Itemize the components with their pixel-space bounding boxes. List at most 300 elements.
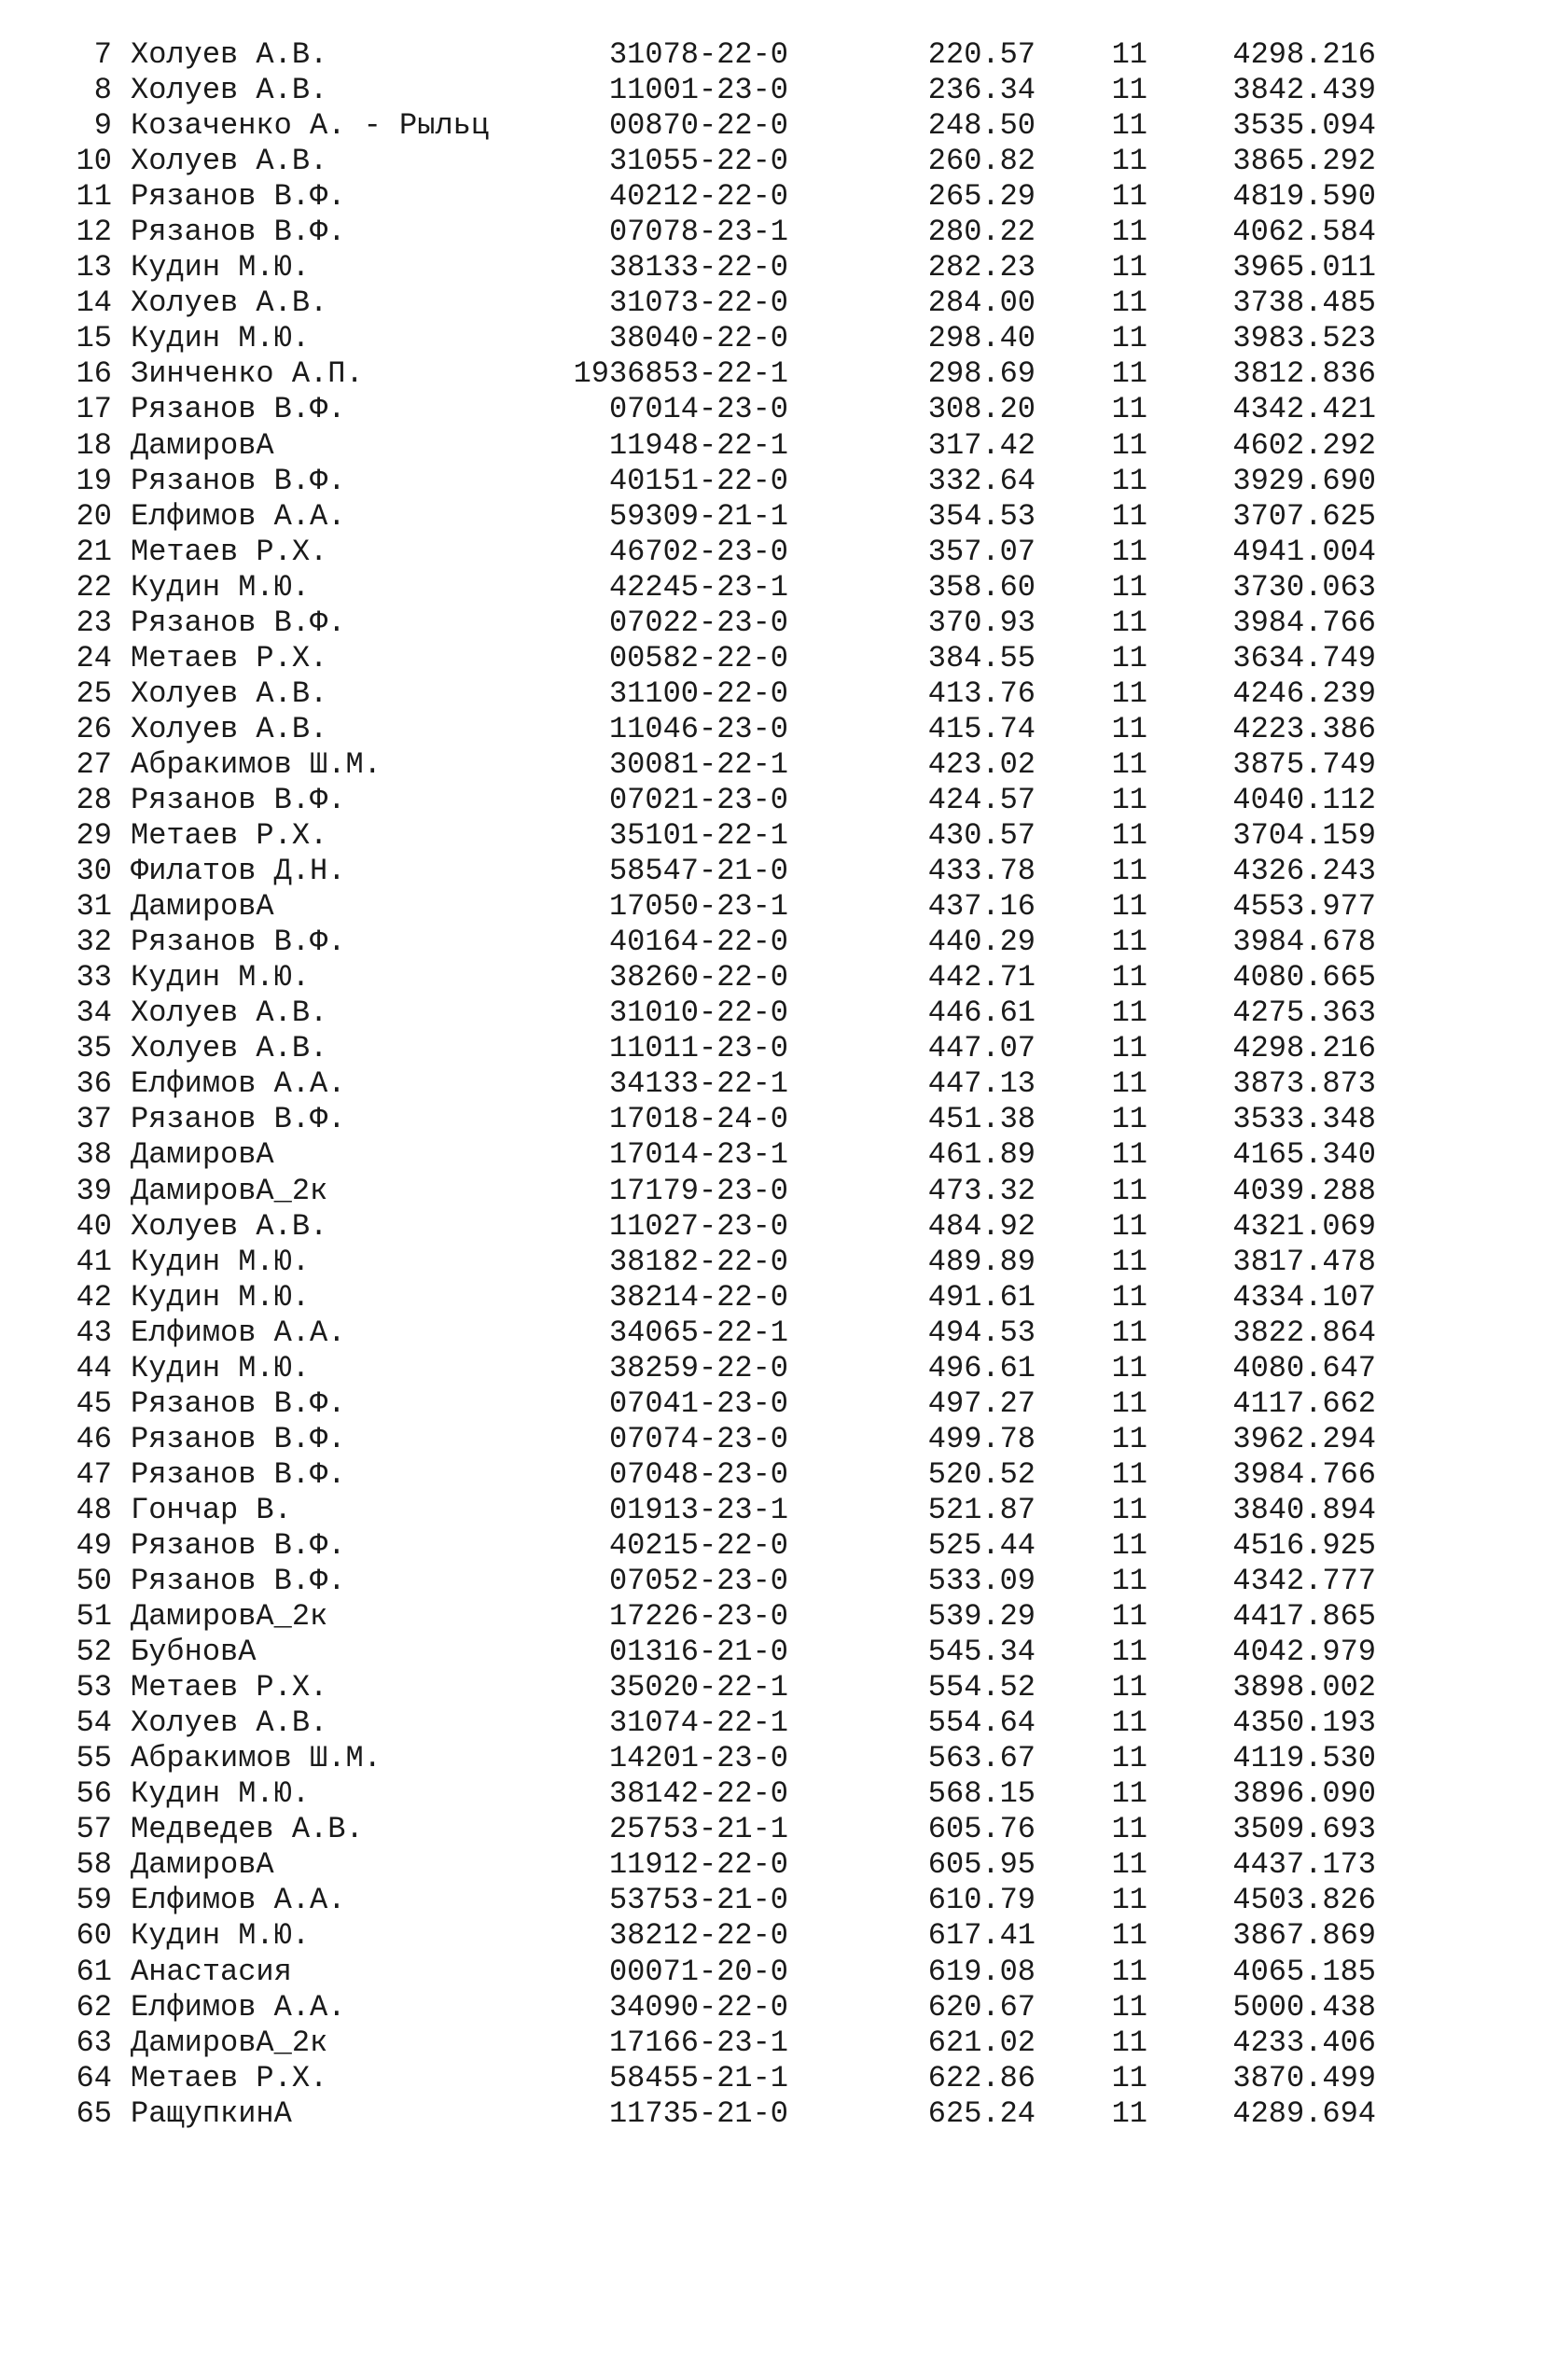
row-total: 3984.678 (1232, 925, 1376, 960)
table-row (0, 321, 1543, 356)
row-number: 33 (76, 960, 112, 995)
row-code: 07078-23-1 (608, 215, 788, 250)
row-count: 11 (1111, 463, 1147, 498)
row-total: 3983.523 (1232, 321, 1376, 356)
row-count: 11 (1111, 1456, 1147, 1492)
row-value: 282.23 (927, 250, 1036, 285)
row-count: 11 (1111, 534, 1147, 569)
row-count: 11 (1111, 1244, 1147, 1279)
row-count: 11 (1111, 995, 1147, 1031)
row-count: 11 (1111, 925, 1147, 960)
row-value: 220.57 (927, 37, 1036, 72)
row-name: Елфимов А.А. (131, 1989, 346, 2025)
row-value: 440.29 (927, 925, 1036, 960)
row-count: 11 (1111, 1173, 1147, 1208)
row-value: 461.89 (927, 1137, 1036, 1173)
row-number: 20 (76, 498, 112, 534)
row-value: 554.52 (927, 1670, 1036, 1705)
row-count: 11 (1111, 73, 1147, 108)
row-number: 35 (76, 1031, 112, 1066)
row-name: Медведев А.В. (131, 1812, 364, 1847)
table-row (0, 179, 1543, 215)
table-row (0, 499, 1543, 535)
row-number: 19 (76, 463, 112, 498)
row-total: 3870.499 (1232, 2060, 1376, 2095)
row-code: 38212-22-0 (608, 1918, 788, 1954)
row-code: 40212-22-0 (608, 179, 788, 215)
row-code: 35020-22-1 (608, 1670, 788, 1705)
row-total: 3509.693 (1232, 1812, 1376, 1847)
row-count: 11 (1111, 108, 1147, 144)
row-name: Абракимов Ш.М. (131, 746, 382, 782)
row-number: 64 (76, 2060, 112, 2095)
table-row (0, 2061, 1543, 2096)
table-row (0, 144, 1543, 179)
table-row (0, 1386, 1543, 1422)
row-count: 11 (1111, 1776, 1147, 1812)
row-value: 430.57 (927, 818, 1036, 854)
row-number: 31 (76, 889, 112, 925)
row-name: Холуев А.В. (131, 1208, 328, 1244)
row-total: 4326.243 (1232, 854, 1376, 889)
row-count: 11 (1111, 1066, 1147, 1102)
table-row (0, 37, 1543, 73)
row-number: 32 (76, 925, 112, 960)
row-number: 39 (76, 1173, 112, 1208)
row-code: 01913-23-1 (608, 1492, 788, 1527)
row-count: 11 (1111, 144, 1147, 179)
row-code: 34065-22-1 (608, 1315, 788, 1350)
row-number: 24 (76, 640, 112, 675)
row-value: 248.50 (927, 108, 1036, 144)
row-total: 3984.766 (1232, 605, 1376, 640)
table-row (0, 1883, 1543, 1918)
row-total: 4065.185 (1232, 1954, 1376, 1989)
row-name: Рязанов В.Ф. (131, 1385, 346, 1421)
row-name: Кудин М.Ю. (131, 1350, 311, 1385)
row-count: 11 (1111, 427, 1147, 463)
row-code: 38259-22-0 (608, 1350, 788, 1385)
row-name: Зинченко А.П. (131, 356, 364, 392)
row-count: 11 (1111, 605, 1147, 640)
row-name: Елфимов А.А. (131, 1066, 346, 1102)
row-count: 11 (1111, 1670, 1147, 1705)
row-total: 4289.694 (1232, 2095, 1376, 2131)
row-code: 17226-23-0 (608, 1599, 788, 1635)
row-name: Кудин М.Ю. (131, 321, 311, 356)
table-row (0, 712, 1543, 747)
row-total: 4080.665 (1232, 960, 1376, 995)
row-name: Рязанов В.Ф. (131, 1564, 346, 1599)
row-code: 11011-23-0 (608, 1031, 788, 1066)
row-value: 384.55 (927, 640, 1036, 675)
table-row (0, 1493, 1543, 1528)
table-row (0, 1351, 1543, 1386)
row-value: 437.16 (927, 889, 1036, 925)
row-code: 11948-22-1 (608, 427, 788, 463)
row-number: 17 (76, 392, 112, 427)
row-count: 11 (1111, 215, 1147, 250)
row-value: 533.09 (927, 1564, 1036, 1599)
table-row (0, 1918, 1543, 1954)
row-name: Кудин М.Ю. (131, 569, 311, 605)
row-total: 3865.292 (1232, 144, 1376, 179)
row-code: 53753-21-0 (608, 1883, 788, 1918)
row-number: 14 (76, 285, 112, 321)
row-total: 4080.647 (1232, 1350, 1376, 1385)
row-total: 3842.439 (1232, 73, 1376, 108)
row-total: 3822.864 (1232, 1315, 1376, 1350)
row-name: Филатов Д.Н. (131, 854, 346, 889)
row-value: 415.74 (927, 711, 1036, 746)
row-count: 11 (1111, 569, 1147, 605)
row-count: 11 (1111, 498, 1147, 534)
row-value: 499.78 (927, 1421, 1036, 1456)
table-row (0, 1245, 1543, 1280)
row-code: 07014-23-0 (608, 392, 788, 427)
table-row (0, 535, 1543, 570)
row-code: 38142-22-0 (608, 1776, 788, 1812)
table-row (0, 392, 1543, 427)
row-number: 23 (76, 605, 112, 640)
row-value: 489.89 (927, 1244, 1036, 1279)
row-value: 568.15 (927, 1776, 1036, 1812)
row-count: 11 (1111, 356, 1147, 392)
row-count: 11 (1111, 1918, 1147, 1954)
row-total: 3634.749 (1232, 640, 1376, 675)
row-code: 34133-22-1 (608, 1066, 788, 1102)
row-total: 4941.004 (1232, 534, 1376, 569)
row-value: 317.42 (927, 427, 1036, 463)
table-row (0, 854, 1543, 889)
row-count: 11 (1111, 818, 1147, 854)
row-number: 22 (76, 569, 112, 605)
row-code: 00071-20-0 (608, 1954, 788, 1989)
row-count: 11 (1111, 1564, 1147, 1599)
row-number: 46 (76, 1421, 112, 1456)
row-count: 11 (1111, 2025, 1147, 2060)
row-total: 4117.662 (1232, 1385, 1376, 1421)
row-name: Метаев Р.Х. (131, 2060, 328, 2095)
row-number: 13 (76, 250, 112, 285)
row-total: 3533.348 (1232, 1102, 1376, 1137)
row-code: 00582-22-0 (608, 640, 788, 675)
row-code: 58455-21-1 (608, 2060, 788, 2095)
row-code: 31078-22-0 (608, 37, 788, 72)
row-value: 491.61 (927, 1279, 1036, 1315)
row-count: 11 (1111, 1208, 1147, 1244)
row-value: 497.27 (927, 1385, 1036, 1421)
row-number: 60 (76, 1918, 112, 1954)
row-count: 11 (1111, 1315, 1147, 1350)
row-total: 4321.069 (1232, 1208, 1376, 1244)
row-number: 10 (76, 144, 112, 179)
table-row (0, 1599, 1543, 1635)
row-code: 40164-22-0 (608, 925, 788, 960)
row-number: 26 (76, 711, 112, 746)
row-value: 332.64 (927, 463, 1036, 498)
row-name: ДамировА (131, 1137, 274, 1173)
row-count: 11 (1111, 889, 1147, 925)
row-code: 11912-22-0 (608, 1847, 788, 1883)
row-code: 31010-22-0 (608, 995, 788, 1031)
table-row (0, 2025, 1543, 2061)
row-value: 521.87 (927, 1492, 1036, 1527)
row-code: 38133-22-0 (608, 250, 788, 285)
row-number: 11 (76, 179, 112, 215)
row-code: 07074-23-0 (608, 1421, 788, 1456)
row-value: 423.02 (927, 746, 1036, 782)
table-row (0, 1174, 1543, 1209)
row-total: 4298.216 (1232, 1031, 1376, 1066)
row-code: 31074-22-1 (608, 1705, 788, 1741)
row-total: 3707.625 (1232, 498, 1376, 534)
row-total: 4437.173 (1232, 1847, 1376, 1883)
row-number: 43 (76, 1315, 112, 1350)
row-name: Гончар В. (131, 1492, 292, 1527)
row-name: Холуев А.В. (131, 144, 328, 179)
row-number: 12 (76, 215, 112, 250)
row-code: 07021-23-0 (608, 782, 788, 817)
row-count: 11 (1111, 392, 1147, 427)
row-code: 42245-23-1 (608, 569, 788, 605)
row-code: 07048-23-0 (608, 1456, 788, 1492)
table-row (0, 605, 1543, 641)
row-number: 42 (76, 1279, 112, 1315)
table-row (0, 995, 1543, 1031)
table-row (0, 464, 1543, 499)
row-value: 484.92 (927, 1208, 1036, 1244)
row-number: 55 (76, 1741, 112, 1776)
row-count: 11 (1111, 1954, 1147, 1989)
row-number: 52 (76, 1635, 112, 1670)
row-count: 11 (1111, 179, 1147, 215)
row-total: 4062.584 (1232, 215, 1376, 250)
row-count: 11 (1111, 285, 1147, 321)
row-code: 58547-21-0 (608, 854, 788, 889)
row-total: 4233.406 (1232, 2025, 1376, 2060)
table-row (0, 1990, 1543, 2025)
row-total: 3817.478 (1232, 1244, 1376, 1279)
listing-table (0, 37, 1543, 2132)
row-name: ДамировА_2к (131, 1173, 328, 1208)
row-value: 621.02 (927, 2025, 1036, 2060)
row-name: Рязанов В.Ф. (131, 1102, 346, 1137)
row-name: Холуев А.В. (131, 995, 328, 1031)
row-value: 413.76 (927, 675, 1036, 711)
table-row (0, 1705, 1543, 1741)
row-code: 40151-22-0 (608, 463, 788, 498)
row-count: 11 (1111, 1989, 1147, 2025)
row-total: 4334.107 (1232, 1279, 1376, 1315)
row-name: Рязанов В.Ф. (131, 392, 346, 427)
row-name: Абракимов Ш.М. (131, 1741, 382, 1776)
row-value: 280.22 (927, 215, 1036, 250)
row-value: 496.61 (927, 1350, 1036, 1385)
row-value: 298.40 (927, 321, 1036, 356)
row-count: 11 (1111, 37, 1147, 72)
row-value: 494.53 (927, 1315, 1036, 1350)
row-number: 47 (76, 1456, 112, 1492)
table-row (0, 1066, 1543, 1102)
row-total: 5000.438 (1232, 1989, 1376, 2025)
row-number: 27 (76, 746, 112, 782)
row-number: 48 (76, 1492, 112, 1527)
row-value: 236.34 (927, 73, 1036, 108)
row-value: 625.24 (927, 2095, 1036, 2131)
row-total: 4298.216 (1232, 37, 1376, 72)
table-row (0, 1741, 1543, 1776)
row-value: 545.34 (927, 1635, 1036, 1670)
row-value: 284.00 (927, 285, 1036, 321)
row-number: 16 (76, 356, 112, 392)
row-count: 11 (1111, 250, 1147, 285)
row-count: 11 (1111, 1599, 1147, 1635)
row-value: 442.71 (927, 960, 1036, 995)
table-row (0, 818, 1543, 854)
row-code: 17166-23-1 (608, 2025, 788, 2060)
row-total: 3730.063 (1232, 569, 1376, 605)
row-total: 4275.363 (1232, 995, 1376, 1031)
row-code: 17014-23-1 (608, 1137, 788, 1173)
row-name: Рязанов В.Ф. (131, 1527, 346, 1563)
row-total: 4819.590 (1232, 179, 1376, 215)
row-name: ДамировА (131, 427, 274, 463)
row-value: 370.93 (927, 605, 1036, 640)
row-number: 7 (93, 37, 112, 72)
row-number: 57 (76, 1812, 112, 1847)
row-value: 354.53 (927, 498, 1036, 534)
row-name: Кудин М.Ю. (131, 960, 311, 995)
table-row (0, 1209, 1543, 1245)
row-name: Метаев Р.Х. (131, 818, 328, 854)
row-value: 520.52 (927, 1456, 1036, 1492)
row-number: 63 (76, 2025, 112, 2060)
row-name: Анастасия (131, 1954, 292, 1989)
row-code: 30081-22-1 (608, 746, 788, 782)
row-name: Рязанов В.Ф. (131, 179, 346, 215)
row-code: 38214-22-0 (608, 1279, 788, 1315)
table-row (0, 108, 1543, 144)
row-count: 11 (1111, 854, 1147, 889)
row-number: 37 (76, 1102, 112, 1137)
row-total: 4350.193 (1232, 1705, 1376, 1741)
table-row (0, 889, 1543, 925)
row-total: 3840.894 (1232, 1492, 1376, 1527)
row-total: 4602.292 (1232, 427, 1376, 463)
table-row (0, 1955, 1543, 1990)
row-number: 29 (76, 818, 112, 854)
row-code: 35101-22-1 (608, 818, 788, 854)
row-code: 11027-23-0 (608, 1208, 788, 1244)
table-row (0, 1670, 1543, 1705)
table-row (0, 1315, 1543, 1351)
row-total: 4165.340 (1232, 1137, 1376, 1173)
row-number: 44 (76, 1350, 112, 1385)
row-code: 07041-23-0 (608, 1385, 788, 1421)
row-value: 473.32 (927, 1173, 1036, 1208)
row-total: 4516.925 (1232, 1527, 1376, 1563)
row-count: 11 (1111, 1102, 1147, 1137)
table-row (0, 1847, 1543, 1883)
row-total: 4342.421 (1232, 392, 1376, 427)
table-row (0, 570, 1543, 605)
row-value: 605.76 (927, 1812, 1036, 1847)
row-name: Метаев Р.Х. (131, 1670, 328, 1705)
row-number: 65 (76, 2095, 112, 2131)
row-number: 51 (76, 1599, 112, 1635)
row-code: 1936853-22-1 (573, 356, 788, 392)
row-total: 3738.485 (1232, 285, 1376, 321)
row-name: ДамировА_2к (131, 2025, 328, 2060)
row-code: 31073-22-0 (608, 285, 788, 321)
row-number: 38 (76, 1137, 112, 1173)
row-number: 36 (76, 1066, 112, 1102)
row-code: 11001-23-0 (608, 73, 788, 108)
row-code: 00870-22-0 (608, 108, 788, 144)
row-code: 31100-22-0 (608, 675, 788, 711)
row-code: 17050-23-1 (608, 889, 788, 925)
row-count: 11 (1111, 1137, 1147, 1173)
row-name: Кудин М.Ю. (131, 1776, 311, 1812)
row-code: 17179-23-0 (608, 1173, 788, 1208)
row-value: 358.60 (927, 569, 1036, 605)
row-total: 4503.826 (1232, 1883, 1376, 1918)
row-code: 34090-22-0 (608, 1989, 788, 2025)
row-number: 34 (76, 995, 112, 1031)
table-row (0, 2096, 1543, 2132)
row-value: 554.64 (927, 1705, 1036, 1741)
row-count: 11 (1111, 1527, 1147, 1563)
row-name: Холуев А.В. (131, 711, 328, 746)
table-row (0, 783, 1543, 818)
row-number: 21 (76, 534, 112, 569)
table-row (0, 960, 1543, 995)
row-value: 446.61 (927, 995, 1036, 1031)
row-value: 447.07 (927, 1031, 1036, 1066)
row-count: 11 (1111, 1385, 1147, 1421)
row-value: 447.13 (927, 1066, 1036, 1102)
row-number: 50 (76, 1564, 112, 1599)
row-count: 11 (1111, 2060, 1147, 2095)
row-value: 617.41 (927, 1918, 1036, 1954)
row-total: 3812.836 (1232, 356, 1376, 392)
row-code: 31055-22-0 (608, 144, 788, 179)
table-row (0, 1812, 1543, 1847)
row-total: 4119.530 (1232, 1741, 1376, 1776)
table-row (0, 250, 1543, 285)
row-code: 17018-24-0 (608, 1102, 788, 1137)
row-name: Рязанов В.Ф. (131, 215, 346, 250)
row-value: 298.69 (927, 356, 1036, 392)
table-row (0, 1457, 1543, 1493)
row-number: 9 (93, 108, 112, 144)
row-name: ДамировА (131, 1847, 274, 1883)
row-total: 3898.002 (1232, 1670, 1376, 1705)
row-count: 11 (1111, 1279, 1147, 1315)
table-row (0, 1564, 1543, 1599)
row-value: 622.86 (927, 2060, 1036, 2095)
table-row (0, 73, 1543, 108)
table-row (0, 1528, 1543, 1564)
row-name: Рязанов В.Ф. (131, 1421, 346, 1456)
row-count: 11 (1111, 2095, 1147, 2131)
row-code: 07052-23-0 (608, 1564, 788, 1599)
row-total: 4246.239 (1232, 675, 1376, 711)
row-count: 11 (1111, 782, 1147, 817)
row-count: 11 (1111, 1350, 1147, 1385)
row-code: 01316-21-0 (608, 1635, 788, 1670)
